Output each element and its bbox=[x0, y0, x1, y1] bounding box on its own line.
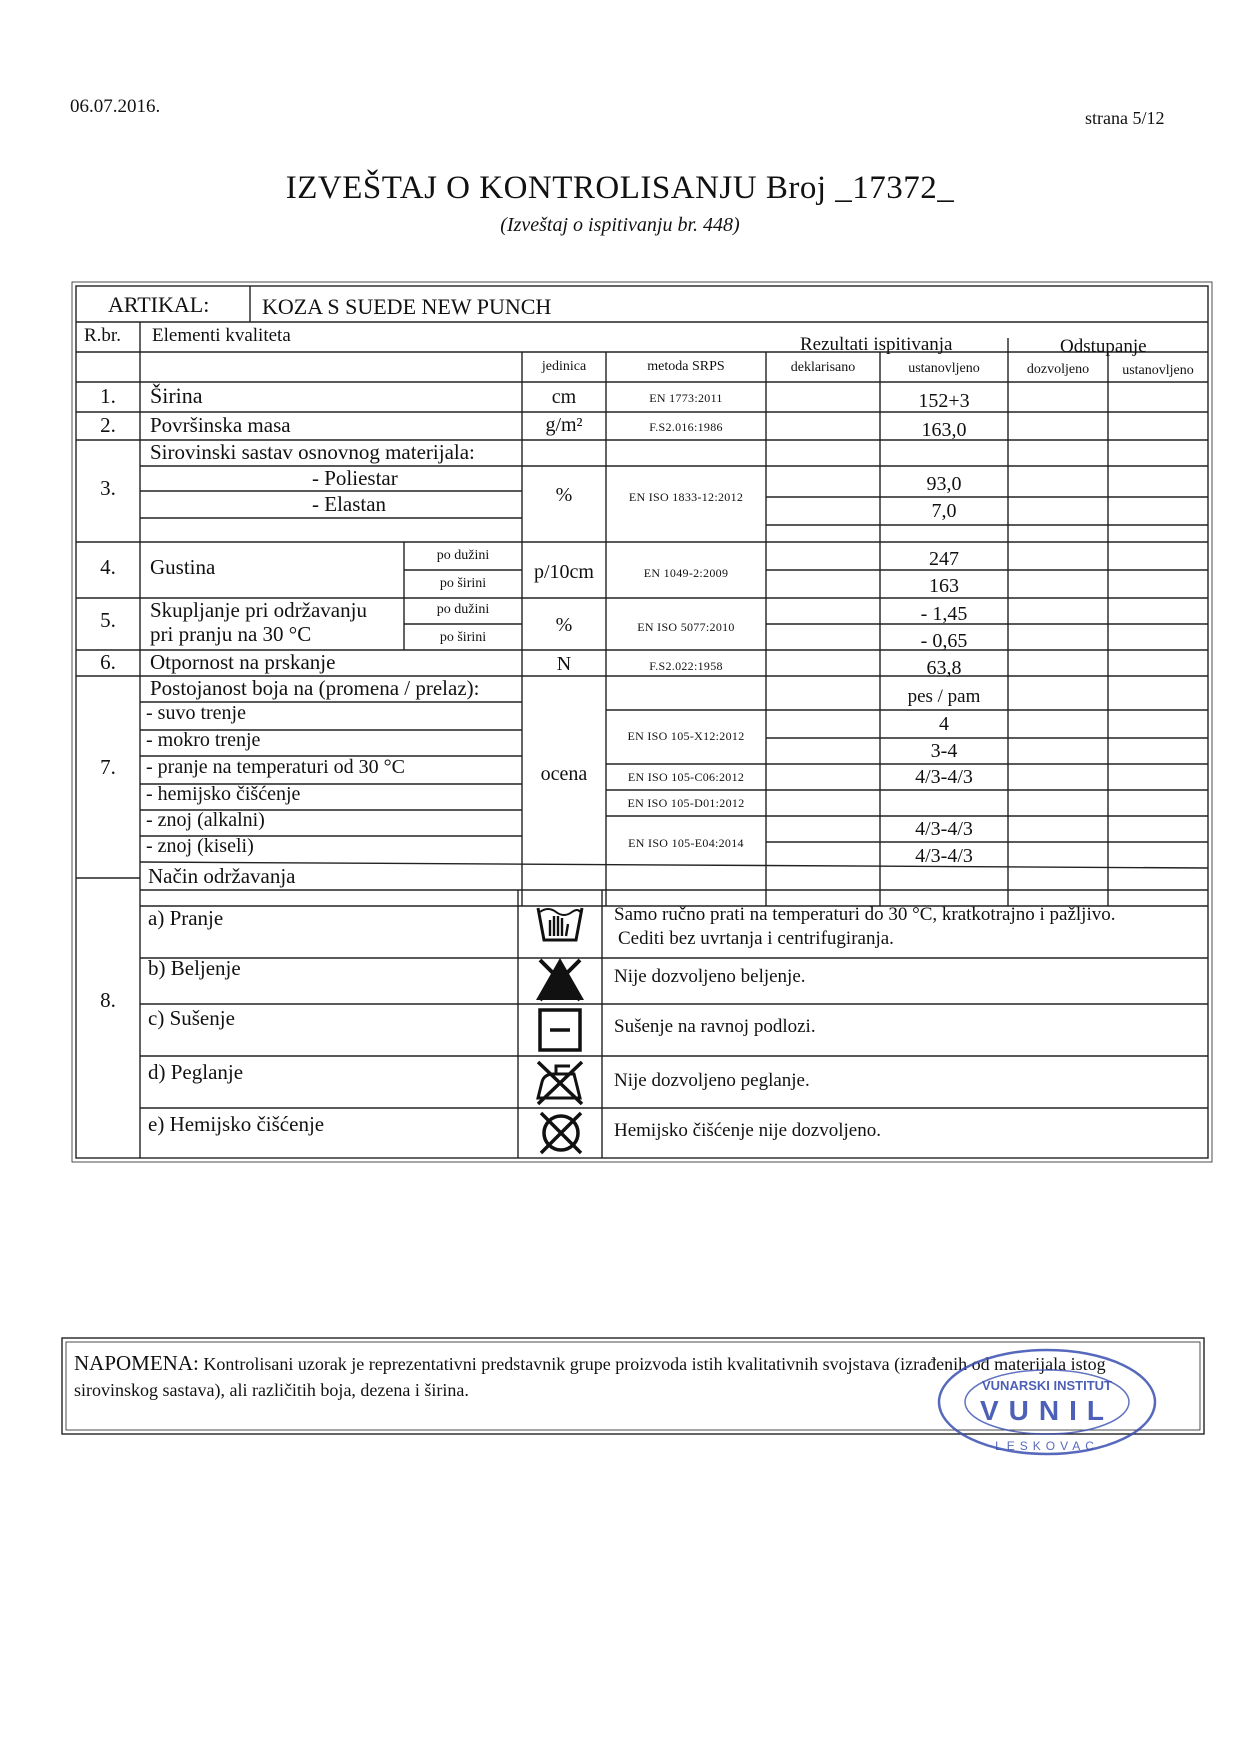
row5-dir2: po širini bbox=[439, 630, 487, 645]
row6-method: F.S2.022:1958 bbox=[649, 659, 723, 673]
header-method: metoda SRPS bbox=[647, 359, 725, 374]
row6-value: 63,8 bbox=[926, 657, 962, 679]
row4-dir2: po širini bbox=[439, 576, 487, 591]
row7-pes-pam: pes / pam bbox=[907, 686, 981, 707]
report-date: 06.07.2016. bbox=[70, 96, 161, 117]
row7-method: EN ISO 105-D01:2012 bbox=[627, 796, 745, 810]
row5-dir1: po dužini bbox=[436, 602, 490, 617]
row3-sub1: - Poliestar bbox=[312, 466, 398, 490]
article-value: KOZA S SUEDE NEW PUNCH bbox=[262, 294, 552, 319]
hand-wash-icon bbox=[536, 902, 584, 946]
header-elements: Elementi kvaliteta bbox=[152, 325, 291, 346]
institute-stamp bbox=[932, 1344, 1162, 1464]
row7-item: - znoj (kiseli) bbox=[146, 835, 254, 857]
row4-unit: p/10cm bbox=[534, 561, 594, 583]
row2-unit: g/m² bbox=[545, 414, 583, 436]
row8-num: 8. bbox=[100, 988, 116, 1012]
row6-unit: N bbox=[556, 653, 572, 675]
row5-name1: Skupljanje pri održavanju bbox=[150, 598, 367, 622]
row4-num: 4. bbox=[100, 555, 116, 579]
header-established: ustanovljeno bbox=[908, 361, 980, 376]
row7-item: - mokro trenje bbox=[146, 729, 261, 751]
care-label-dry: c) Sušenje bbox=[148, 1006, 235, 1030]
row3-method: EN ISO 1833-12:2012 bbox=[628, 490, 744, 504]
row2-method: F.S2.016:1986 bbox=[649, 420, 723, 434]
stamp-line1: VUNARSKI INSTITUT bbox=[982, 1378, 1112, 1393]
row5-unit: % bbox=[555, 614, 573, 636]
no-bleach-icon bbox=[534, 956, 586, 1002]
care-text-dry-clean: Hemijsko čišćenje nije dozvoljeno. bbox=[614, 1120, 881, 1141]
row8-name: Način održavanja bbox=[148, 864, 296, 888]
row7-value: 4/3-4/3 bbox=[915, 766, 973, 788]
header-declared: deklarisano bbox=[790, 360, 856, 375]
header-deviation: Odstupanje bbox=[1060, 336, 1147, 357]
row7-value: 3-4 bbox=[930, 740, 958, 762]
care-label-wash: a) Pranje bbox=[148, 906, 224, 930]
row4-value1: 247 bbox=[929, 548, 959, 570]
no-iron-icon bbox=[534, 1058, 586, 1106]
row3-sub2: - Elastan bbox=[312, 492, 387, 516]
stamp-line3: LESKOVAC bbox=[995, 1439, 1099, 1453]
row7-method: EN ISO 105-E04:2014 bbox=[628, 836, 744, 850]
note-label: NAPOMENA: bbox=[74, 1351, 199, 1375]
row1-unit: cm bbox=[551, 386, 577, 408]
row7-unit: ocena bbox=[540, 763, 588, 785]
row7-method: EN ISO 105-X12:2012 bbox=[627, 729, 745, 743]
care-text-iron: Nije dozvoljeno peglanje. bbox=[614, 1070, 810, 1091]
article-label: ARTIKAL: bbox=[108, 292, 210, 317]
row6-name: Otpornost na prskanje bbox=[150, 650, 336, 674]
row7-name: Postojanost boja na (promena / prelaz): bbox=[150, 676, 480, 700]
row6-num: 6. bbox=[100, 650, 116, 674]
row2-num: 2. bbox=[100, 413, 116, 437]
row5-name2: pri pranju na 30 °C bbox=[150, 622, 312, 646]
row5-method: EN ISO 5077:2010 bbox=[637, 620, 735, 634]
header-allowed: dozvoljeno bbox=[1026, 362, 1090, 377]
row4-method: EN 1049-2:2009 bbox=[643, 566, 729, 580]
row4-name: Gustina bbox=[150, 555, 216, 579]
note-text: Kontrolisani uzorak je reprezentativni predstavnik grupe proizvoda istih kvalitativnih svojstava (izrađenih od materijala istog sirovinskog sastava), ali različitih boja, dezena i širina. bbox=[74, 1354, 1106, 1400]
row7-item: - znoj (alkalni) bbox=[146, 809, 265, 831]
care-label-dry-clean: e) Hemijsko čišćenje bbox=[148, 1112, 325, 1136]
care-label-bleach: b) Beljenje bbox=[148, 956, 241, 980]
header-unit: jedinica bbox=[541, 359, 587, 374]
care-text-dry: Sušenje na ravnoj podlozi. bbox=[614, 1016, 816, 1037]
row3-name: Sirovinski sastav osnovnog materijala: bbox=[150, 440, 475, 464]
row5-value1: - 1,45 bbox=[920, 603, 968, 625]
header-results: Rezultati ispitivanja bbox=[800, 334, 953, 355]
row1-name: Širina bbox=[150, 383, 203, 408]
row3-num: 3. bbox=[100, 476, 116, 500]
no-dry-clean-icon bbox=[538, 1110, 584, 1156]
row7-value: 4/3-4/3 bbox=[915, 818, 973, 840]
row7-value: 4/3-4/3 bbox=[915, 845, 973, 867]
dry-flat-icon bbox=[538, 1008, 582, 1052]
row3-unit: % bbox=[555, 484, 573, 506]
row5-num: 5. bbox=[100, 608, 116, 632]
report-subtitle: (Izveštaj o ispitivanju br. 448) bbox=[500, 214, 740, 236]
row4-value2: 163 bbox=[929, 575, 959, 597]
header-established-2: ustanovljeno bbox=[1122, 363, 1194, 378]
row1-value: 152+3 bbox=[918, 390, 970, 412]
row7-item: - hemijsko čišćenje bbox=[146, 783, 301, 805]
care-label-iron: d) Peglanje bbox=[148, 1060, 244, 1084]
care-text-wash-2: Cediti bez uvrtanja i centrifugiranja. bbox=[618, 928, 894, 949]
row3-value1: 93,0 bbox=[926, 473, 962, 495]
row2-value: 163,0 bbox=[921, 419, 967, 441]
care-text-bleach: Nije dozvoljeno beljenje. bbox=[614, 966, 806, 987]
page-number: strana 5/12 bbox=[1085, 108, 1165, 128]
stamp-line2: VUNIL bbox=[980, 1395, 1114, 1426]
row3-value2: 7,0 bbox=[931, 500, 957, 522]
row4-dir1: po dužini bbox=[436, 548, 490, 563]
report-title: IZVEŠTAJ O KONTROLISANJU Broj _17372_ bbox=[285, 170, 955, 206]
row7-method: EN ISO 105-C06:2012 bbox=[627, 770, 745, 784]
row7-num: 7. bbox=[100, 755, 116, 779]
row7-item: - suvo trenje bbox=[146, 702, 246, 724]
row1-method: EN 1773:2011 bbox=[649, 391, 723, 405]
care-text-wash-1: Samo ručno prati na temperaturi do 30 °C, kratkotrajno i pažljivo. bbox=[614, 904, 1116, 925]
header-rbr: R.br. bbox=[84, 325, 121, 346]
row7-item: - pranje na temperaturi od 30 °C bbox=[146, 756, 406, 778]
row1-num: 1. bbox=[100, 384, 116, 408]
row5-value2: - 0,65 bbox=[920, 630, 968, 652]
row2-name: Površinska masa bbox=[150, 413, 291, 437]
row7-value: 4 bbox=[939, 713, 949, 735]
